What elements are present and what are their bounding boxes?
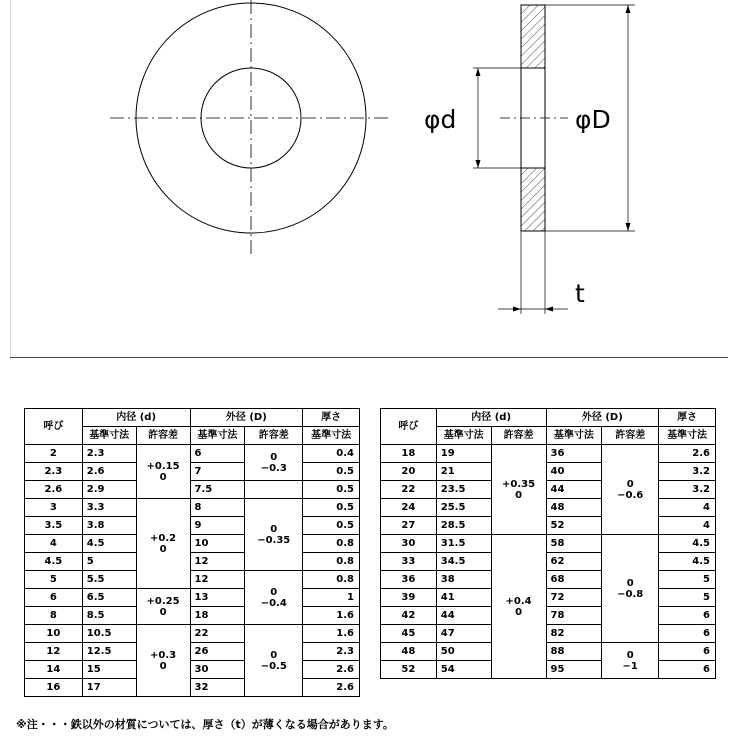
inner-diameter-cell: 25.5 xyxy=(436,499,491,517)
table-row xyxy=(25,625,360,643)
table-row xyxy=(381,643,716,661)
thickness-cell: 0.8 xyxy=(303,535,360,553)
thickness-cell: 1 xyxy=(303,589,360,607)
nominal-size-cell: 36 xyxy=(381,571,437,589)
inner-tolerance-cell: +0.4 0 xyxy=(491,535,546,679)
thickness-cell: 2.6 xyxy=(303,661,360,679)
outer-diameter-cell: 48 xyxy=(546,499,602,517)
table-row xyxy=(25,643,360,661)
inner-diameter-cell: 31.5 xyxy=(436,535,491,553)
header-basic-size: 基準寸法 xyxy=(190,427,245,445)
inner-diameter-cell: 5.5 xyxy=(82,571,136,589)
inner-diameter-cell: 23.5 xyxy=(436,481,491,499)
header-outer-diameter: 外径 (D) xyxy=(190,409,303,427)
nominal-size-cell: 12 xyxy=(25,643,83,661)
thickness-cell: 0.8 xyxy=(303,553,360,571)
outer-diameter-cell: 22 xyxy=(190,625,245,643)
spec-table-right xyxy=(380,408,716,679)
inner-tolerance-cell: +0.25 0 xyxy=(136,589,190,625)
inner-diameter-cell: 12.5 xyxy=(82,643,136,661)
header-inner-diameter: 内径 (d) xyxy=(436,409,546,427)
thickness-cell: 5 xyxy=(659,589,716,607)
nominal-size-cell: 5 xyxy=(25,571,83,589)
nominal-size-cell: 6 xyxy=(25,589,83,607)
thickness-cell: 0.5 xyxy=(303,481,360,499)
nominal-size-cell: 24 xyxy=(381,499,437,517)
section-top xyxy=(521,5,545,68)
outer-diameter-cell: 9 xyxy=(190,517,245,535)
nominal-size-cell: 48 xyxy=(381,643,437,661)
header-nominal: 呼び xyxy=(381,409,437,445)
inner-diameter-label: φd xyxy=(424,105,457,134)
outer-tolerance-cell: 0 −0.5 xyxy=(245,625,303,697)
thickness-cell: 6 xyxy=(659,643,716,661)
nominal-size-cell: 45 xyxy=(381,625,437,643)
header-basic-size: 基準寸法 xyxy=(303,427,360,445)
outer-tolerance-cell: 0 −0.8 xyxy=(602,535,659,643)
thickness-cell: 3.2 xyxy=(659,481,716,499)
thickness-cell: 6 xyxy=(659,607,716,625)
table-row xyxy=(25,589,360,607)
outer-diameter-cell: 10 xyxy=(190,535,245,553)
nominal-size-cell: 8 xyxy=(25,607,83,625)
outer-tolerance-cell: 0 −0.35 xyxy=(245,499,303,571)
header-basic-size: 基準寸法 xyxy=(659,427,716,445)
table-row xyxy=(25,499,360,517)
inner-diameter-cell: 21 xyxy=(436,463,491,481)
table-row xyxy=(381,589,716,607)
outer-tolerance-cell: 0 −0.3 xyxy=(245,445,303,481)
table-row xyxy=(25,661,360,679)
outer-diameter-cell: 8 xyxy=(190,499,245,517)
inner-diameter-cell: 5 xyxy=(82,553,136,571)
table-row xyxy=(25,553,360,571)
table-row xyxy=(381,553,716,571)
outer-diameter-cell: 18 xyxy=(190,607,245,625)
table-row xyxy=(25,535,360,553)
outer-diameter-cell: 58 xyxy=(546,535,602,553)
thickness-cell: 0.5 xyxy=(303,517,360,535)
outer-diameter-cell: 30 xyxy=(190,661,245,679)
nominal-size-cell: 4.5 xyxy=(25,553,83,571)
table-row xyxy=(381,607,716,625)
outer-diameter-cell: 72 xyxy=(546,589,602,607)
inner-tolerance-cell: +0.3 0 xyxy=(136,625,190,697)
table-row xyxy=(381,481,716,499)
nominal-size-cell: 52 xyxy=(381,661,437,679)
table-row xyxy=(381,517,716,535)
header-nominal: 呼び xyxy=(25,409,83,445)
nominal-size-cell: 4 xyxy=(25,535,83,553)
header-inner-diameter: 内径 (d) xyxy=(82,409,190,427)
outer-diameter-cell: 95 xyxy=(546,661,602,679)
nominal-size-cell: 3 xyxy=(25,499,83,517)
nominal-size-cell: 2.6 xyxy=(25,481,83,499)
inner-diameter-cell: 8.5 xyxy=(82,607,136,625)
outer-diameter-cell: 26 xyxy=(190,643,245,661)
table-row xyxy=(381,499,716,517)
inner-diameter-cell: 15 xyxy=(82,661,136,679)
inner-diameter-cell: 28.5 xyxy=(436,517,491,535)
outer-tolerance-cell: 0 −0.4 xyxy=(245,571,303,625)
table-row xyxy=(25,445,360,463)
outer-tolerance-cell: 0 −0.6 xyxy=(602,445,659,535)
thickness-cell: 2.3 xyxy=(303,643,360,661)
outer-diameter-cell: 68 xyxy=(546,571,602,589)
outer-diameter-cell: 62 xyxy=(546,553,602,571)
thickness-cell: 3.2 xyxy=(659,463,716,481)
outer-diameter-cell: 44 xyxy=(546,481,602,499)
nominal-size-cell: 20 xyxy=(381,463,437,481)
thickness-cell: 0.4 xyxy=(303,445,360,463)
outer-diameter-cell: 13 xyxy=(190,589,245,607)
thickness-cell: 4 xyxy=(659,517,716,535)
inner-diameter-cell: 41 xyxy=(436,589,491,607)
header-tolerance: 許容差 xyxy=(136,427,190,445)
thickness-cell: 4 xyxy=(659,499,716,517)
inner-diameter-cell: 2.3 xyxy=(82,445,136,463)
outer-tolerance-cell xyxy=(245,481,303,499)
outer-diameter-cell: 12 xyxy=(190,571,245,589)
inner-diameter-cell: 3.8 xyxy=(82,517,136,535)
outer-diameter-cell: 88 xyxy=(546,643,602,661)
nominal-size-cell: 3.5 xyxy=(25,517,83,535)
header-basic-size: 基準寸法 xyxy=(546,427,602,445)
thickness-cell: 5 xyxy=(659,571,716,589)
nominal-size-cell: 27 xyxy=(381,517,437,535)
outer-diameter-cell: 7 xyxy=(190,463,245,481)
inner-diameter-cell: 44 xyxy=(436,607,491,625)
outer-tolerance-cell: 0 −1 xyxy=(602,643,659,679)
nominal-size-cell: 18 xyxy=(381,445,437,463)
inner-diameter-cell: 47 xyxy=(436,625,491,643)
inner-tolerance-cell: +0.35 0 xyxy=(491,445,546,535)
table-row xyxy=(381,463,716,481)
header-basic-size: 基準寸法 xyxy=(82,427,136,445)
outer-diameter-cell: 82 xyxy=(546,625,602,643)
outer-diameter-cell: 7.5 xyxy=(190,481,245,499)
nominal-size-cell: 10 xyxy=(25,625,83,643)
inner-diameter-cell: 50 xyxy=(436,643,491,661)
washer-drawing xyxy=(0,0,738,358)
table-row xyxy=(25,679,360,697)
nominal-size-cell: 16 xyxy=(25,679,83,697)
table-row xyxy=(381,571,716,589)
inner-diameter-cell: 38 xyxy=(436,571,491,589)
nominal-size-cell: 22 xyxy=(381,481,437,499)
inner-diameter-cell: 2.6 xyxy=(82,463,136,481)
table-row xyxy=(381,445,716,463)
header-thickness: 厚さ xyxy=(303,409,360,427)
inner-tolerance-cell: +0.15 0 xyxy=(136,445,190,499)
table-row xyxy=(25,481,360,499)
section-divider xyxy=(10,357,728,358)
thickness-cell: 0.8 xyxy=(303,571,360,589)
thickness-cell: 1.6 xyxy=(303,607,360,625)
drawing-panel xyxy=(0,0,738,358)
table-row xyxy=(381,625,716,643)
nominal-size-cell: 2.3 xyxy=(25,463,83,481)
thickness-cell: 4.5 xyxy=(659,535,716,553)
thickness-cell: 0.5 xyxy=(303,463,360,481)
inner-diameter-cell: 34.5 xyxy=(436,553,491,571)
nominal-size-cell: 14 xyxy=(25,661,83,679)
outer-diameter-cell: 36 xyxy=(546,445,602,463)
outer-diameter-label: φD xyxy=(575,105,611,134)
thickness-cell: 0.5 xyxy=(303,499,360,517)
thickness-cell: 2.6 xyxy=(659,445,716,463)
outer-diameter-cell: 32 xyxy=(190,679,245,697)
header-tolerance: 許容差 xyxy=(491,427,546,445)
section-bottom xyxy=(521,168,545,231)
thickness-cell: 4.5 xyxy=(659,553,716,571)
panel-border xyxy=(10,0,11,358)
nominal-size-cell: 2 xyxy=(25,445,83,463)
thickness-cell: 6 xyxy=(659,625,716,643)
inner-diameter-cell: 4.5 xyxy=(82,535,136,553)
thickness-cell: 6 xyxy=(659,661,716,679)
table-row xyxy=(25,463,360,481)
header-basic-size: 基準寸法 xyxy=(436,427,491,445)
outer-diameter-cell: 52 xyxy=(546,517,602,535)
outer-diameter-cell: 78 xyxy=(546,607,602,625)
nominal-size-cell: 33 xyxy=(381,553,437,571)
outer-diameter-cell: 40 xyxy=(546,463,602,481)
outer-diameter-cell: 12 xyxy=(190,553,245,571)
inner-diameter-cell: 19 xyxy=(436,445,491,463)
material-note: ※注・・・鉄以外の材質については、厚さ（t）が薄くなる場合があります。 xyxy=(16,718,394,731)
inner-diameter-cell: 6.5 xyxy=(82,589,136,607)
thickness-cell: 2.6 xyxy=(303,679,360,697)
header-thickness: 厚さ xyxy=(659,409,716,427)
spec-table-left xyxy=(24,408,360,697)
thickness-cell: 1.6 xyxy=(303,625,360,643)
inner-diameter-cell: 54 xyxy=(436,661,491,679)
inner-diameter-cell: 10.5 xyxy=(82,625,136,643)
nominal-size-cell: 39 xyxy=(381,589,437,607)
table-row xyxy=(25,571,360,589)
thickness-label: t xyxy=(575,279,585,308)
outer-diameter-cell: 6 xyxy=(190,445,245,463)
nominal-size-cell: 42 xyxy=(381,607,437,625)
table-row xyxy=(381,661,716,679)
header-tolerance: 許容差 xyxy=(602,427,659,445)
table-row xyxy=(25,607,360,625)
inner-diameter-cell: 17 xyxy=(82,679,136,697)
header-tolerance: 許容差 xyxy=(245,427,303,445)
inner-diameter-cell: 2.9 xyxy=(82,481,136,499)
table-row xyxy=(381,535,716,553)
inner-diameter-cell: 3.3 xyxy=(82,499,136,517)
nominal-size-cell: 30 xyxy=(381,535,437,553)
header-outer-diameter: 外径 (D) xyxy=(546,409,659,427)
table-row xyxy=(25,517,360,535)
inner-tolerance-cell: +0.2 0 xyxy=(136,499,190,589)
